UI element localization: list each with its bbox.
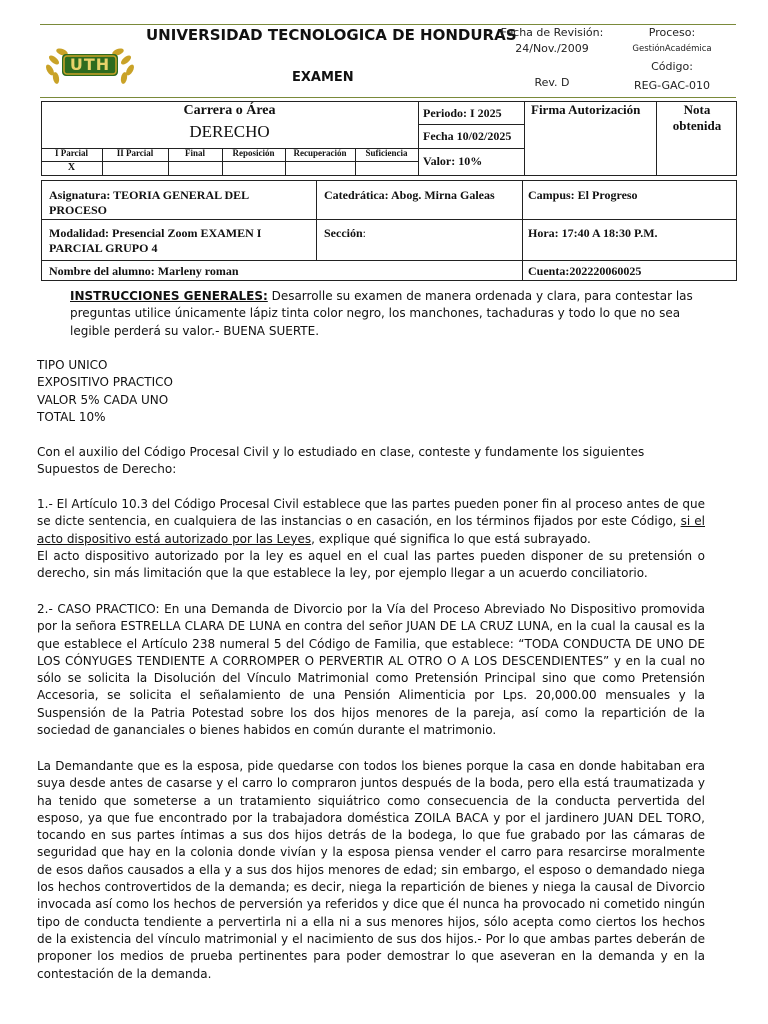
exam-meta [37,357,337,426]
revision-label: Fecha de Revisión: [500,26,604,39]
type-reposicion: Reposición [232,148,275,158]
question-1: 1.- El Artículo 10.3 del Código Procesal Civil establece que las partes pueden poner fin al proceso antes de que se dicte sentencia, en cualquiera de las instancias o en casación, en los términos fijados por este Código, si el acto dispositivo está autorizado por las Leyes, explique qué significa lo que está subrayado. [37,497,705,546]
doc-type: EXAMEN [292,70,354,85]
campus: Campus: El Progreso [528,188,638,202]
valor: Valor: 10% [423,154,483,168]
carrera-value: DERECHO [189,122,270,141]
question-1-answer: El acto dispositivo autorizado por la ley es aquel en el cual las partes pueden disponer de su pretensión o derecho, sin más limitación que la que establece la ley, por ejemplo llegar a un acuerdo conciliatorio. [37,549,705,581]
periodo: Periodo: I 2025 [423,106,502,120]
fecha: Fecha 10/02/2025 [423,129,512,143]
tipo-line: TIPO UNICO [37,358,108,372]
seccion: Sección: [324,226,367,240]
header-top-rule [40,24,736,25]
carrera-label: Carrera o Área [183,103,276,118]
question-2-facts: La Demandante que es la esposa, pide quedarse con todos los bienes porque la casa en donde habitaban era suya desde antes de casarse y el carro lo compraron juntos después de la boda, pero ella está traumatizada y ha tenido que someterse a un tratamiento siquiátrico como consecuencia de la conducta pervertida del esposo, ya que fue encontrado por la trabajadora doméstica ZOILA BACA y por el jardinero JUAN DEL TORO, tocando en sus partes íntimas a sus dos hijos detrás de la bodega, lo que fue grabado por las cámaras de seguridad que hay en la colonia donde vivían y la esposa piensa vender el carro para resarcirse moralmente de esos daños causados a ella y a sus dos hijos menores de edad; sin embargo, el esposo o demandado niega los hechos controvertidos de la demanda; es decir, niega la repartición de bienes y niega la causal de Divorcio invocada así como los hechos de perversión ya referidos y dice que él nunca ha provocado ni cometido ningún tipo de conducta tendiente a pervertirla ni a ella ni a sus menores hijos, sólo acepta como ciertos los hechos de la existencia del vínculo matrimonial y el nacimiento de sus dos hijos.- Por lo que ambas partes deberán de proponer los medios de prueba pertinentes para poder demostrar lo que aseveran en la demanda y en la contestación de la demanda. [37,759,705,981]
type-ii-parcial: II Parcial [116,148,154,158]
codigo-label: Código: [651,60,693,73]
catedratica: Catedrática: Abog. Mirna Galeas [324,188,495,202]
hora: Hora: 17:40 A 18:30 P.M. [528,226,658,240]
header-bottom-rule [40,97,736,98]
cuenta: Cuenta:202220060025 [528,264,642,278]
asignatura: Asignatura: TEORIA GENERAL DEL PROCESO [49,188,249,217]
uth-logo [42,40,138,88]
logo-text: UTH [69,55,111,74]
modalidad: Modalidad: Presencial Zoom EXAMEN I PARCIAL GRUPO 4 [49,226,262,255]
intro-paragraph: Con el auxilio del Código Procesal Civil y lo estudiado en clase, conteste y fundamente los siguientes Supuestos de Derecho: [37,445,645,477]
revision-date: 24/Nov./2009 [515,42,589,55]
instructions: INSTRUCCIONES GENERALES: Desarrolle su examen de manera ordenada y clara, para contestar las preguntas utilice únicamente lápiz tinta color negro, los manchones, tachaduras y todo lo que no sea legible perderá su valor.- BUENA SUERTE. [70,289,693,338]
proceso-label: Proceso: [648,26,696,39]
nombre-alumno: Nombre del alumno: Marleny roman [49,264,239,278]
valor-line: VALOR 5% CADA UNO [37,392,169,407]
proceso-value: GestiónAcadémica [632,44,712,54]
firma-autorizacion: Firma Autorización [531,102,641,117]
type-i-parcial: I Parcial [54,148,89,158]
total-line: TOTAL 10% [37,409,106,424]
expositivo-line: EXPOSITIVO PRACTICO [37,375,173,390]
rev: Rev. D [534,76,570,89]
university-title: UNIVERSIDAD TECNOLOGICA DE HONDURAS [146,26,517,44]
codigo-value: REG-GAC-010 [634,79,710,92]
mark-i-parcial: X [67,162,76,173]
type-suficiencia: Suficiencia [365,148,408,158]
type-recuperacion: Recuperación [293,148,347,158]
nota-obtenida: Nota obtenida [672,102,722,133]
question-2-case: 2.- CASO PRACTICO: En una Demanda de Divorcio por la Vía del Proceso Abreviado No Dispositivo promovida por la señora ESTRELLA CLARA DE LUNA en contra del señor JUAN DE LA CRUZ LUNA, en la cual la causal es la que establece el Artículo 238 numeral 5 del Código de Familia, que establece: “TODA CONDUCTA DE UNO DE LOS CÓNYUGES TENDIENTE A CORROMPER O PERVERTIR AL OTRO O A LOS DESCENDIENTES” y en la cual no sólo se solicita la Disolución del Vínculo Matrimonial como Pretensión Principal sino que como Pretensión Accesoria, se solicita el señalamiento de una Pensión Alimenticia por Lps. 20,000.00 mensuales y la Suspensión de la Patria Potestad sobre los dos hijos menores de la pareja, así como la repartición de la sociedad de gananciales o bienes habidos en común durante el matrimonio. [37,602,705,738]
type-final: Final [184,148,205,158]
